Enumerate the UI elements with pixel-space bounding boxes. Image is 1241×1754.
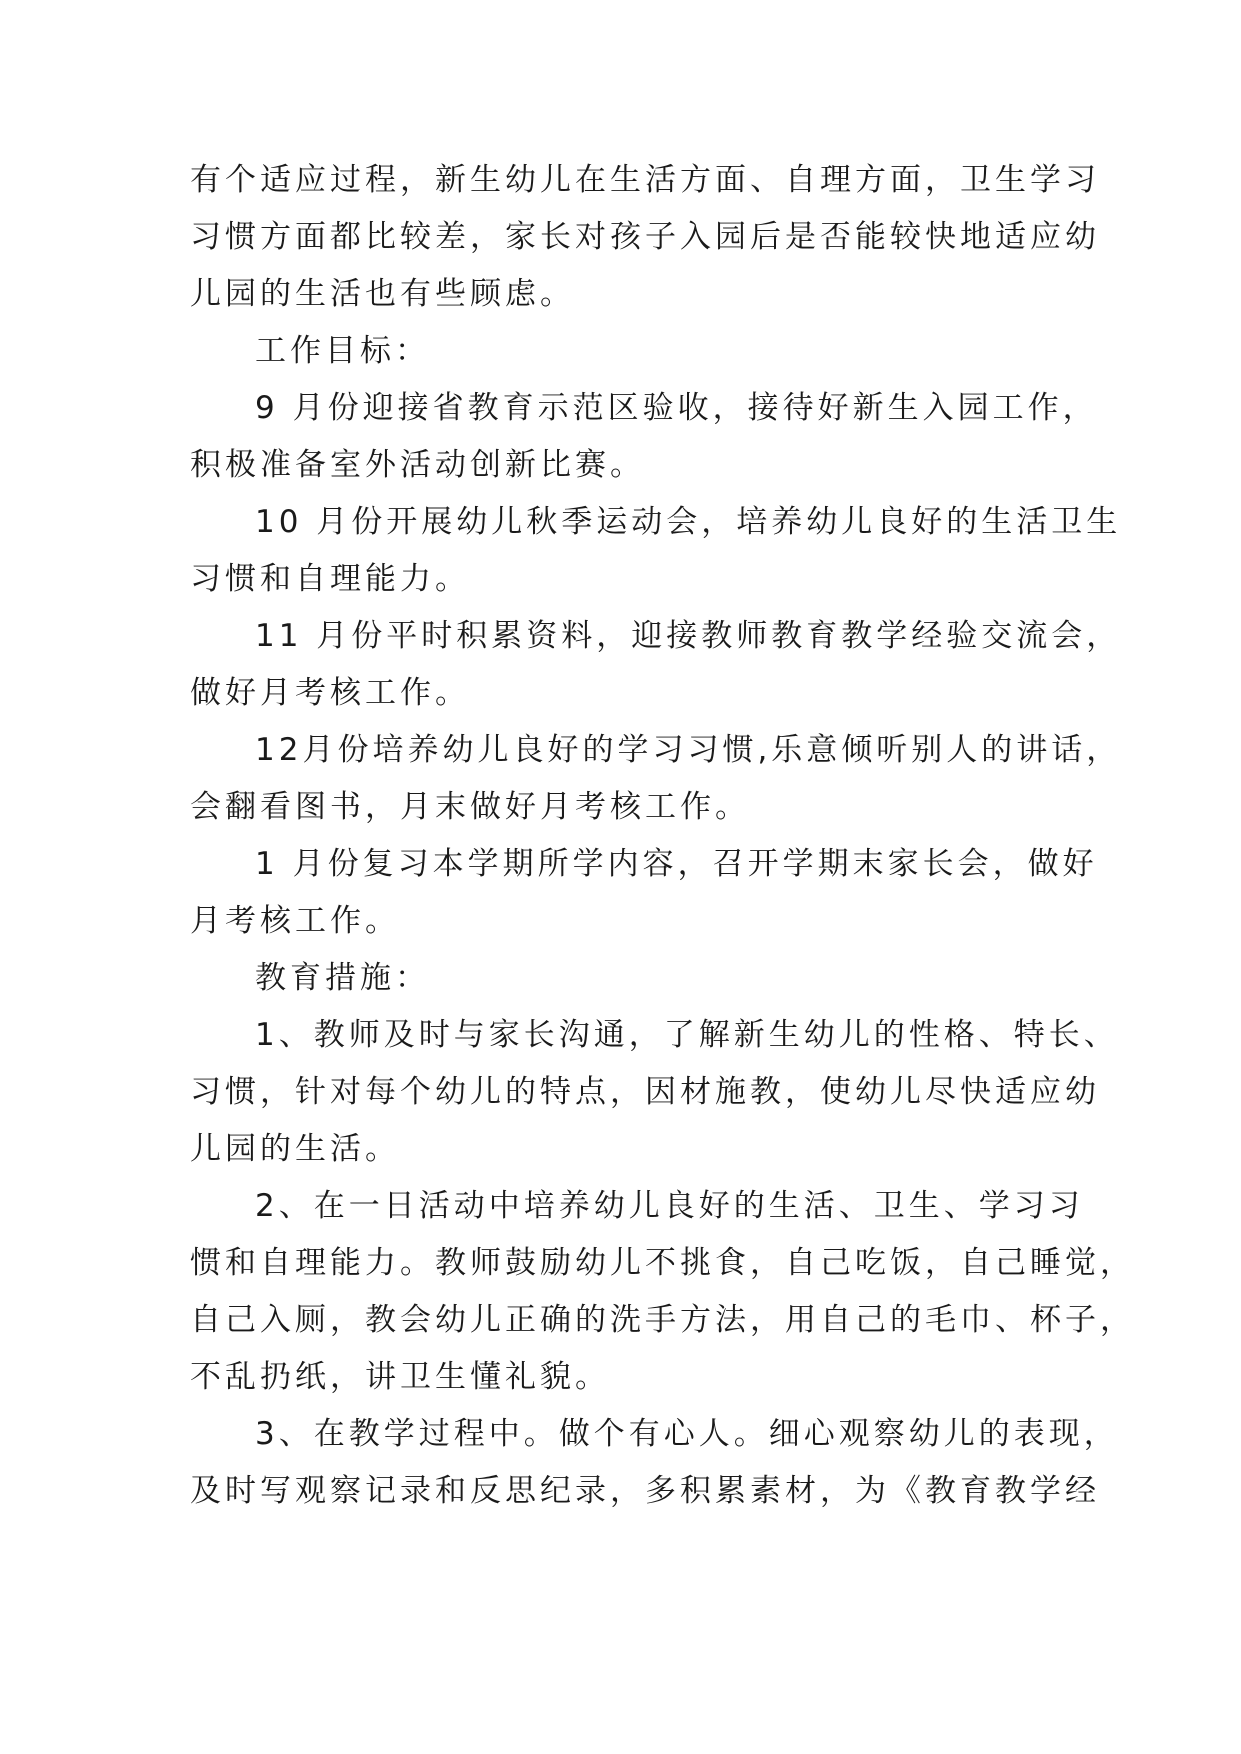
text-line: 儿园的生活也有些顾虑。 — [190, 276, 575, 312]
text-line: 12月份培养幼儿良好的学习习惯,乐意倾听别人的讲话， — [255, 732, 1122, 768]
section-heading: 工作目标： — [255, 333, 430, 369]
text-line: 惯和自理能力。教师鼓励幼儿不挑食，自己吃饭，自己睡觉， — [190, 1245, 1135, 1281]
text-line: 习惯和自理能力。 — [190, 561, 470, 597]
text-line: 3、在教学过程中。做个有心人。细心观察幼儿的表现， — [255, 1416, 1119, 1452]
text-line: 习惯，针对每个幼儿的特点，因材施教，使幼儿尽快适应幼 — [190, 1074, 1100, 1110]
text-line: 1 月份复习本学期所学内容，召开学期末家长会，做好 — [255, 846, 1098, 882]
text-line: 有个适应过程，新生幼儿在生活方面、自理方面，卫生学习 — [190, 162, 1100, 198]
text-line: 会翻看图书，月末做好月考核工作。 — [190, 789, 750, 825]
text-line: 自己入厕，教会幼儿正确的洗手方法，用自己的毛巾、杯子， — [190, 1302, 1135, 1338]
text-line: 做好月考核工作。 — [190, 675, 470, 711]
text-line: 及时写观察记录和反思纪录，多积累素材，为《教育教学经 — [190, 1473, 1100, 1509]
text-line: 月考核工作。 — [190, 903, 400, 939]
text-line: 习惯方面都比较差，家长对孩子入园后是否能较快地适应幼 — [190, 219, 1100, 255]
text-line: 1、教师及时与家长沟通，了解新生幼儿的性格、特长、 — [255, 1017, 1119, 1053]
text-line: 9 月份迎接省教育示范区验收，接待好新生入园工作， — [255, 390, 1098, 426]
text-line: 积极准备室外活动创新比赛。 — [190, 447, 645, 483]
section-heading: 教育措施： — [255, 960, 430, 996]
text-line: 10 月份开展幼儿秋季运动会，培养幼儿良好的生活卫生 — [255, 504, 1122, 540]
text-line: 11 月份平时积累资料，迎接教师教育教学经验交流会， — [255, 618, 1122, 654]
text-line: 2、在一日活动中培养幼儿良好的生活、卫生、学习习 — [255, 1188, 1084, 1224]
text-line: 儿园的生活。 — [190, 1131, 400, 1167]
text-line: 不乱扔纸，讲卫生懂礼貌。 — [190, 1359, 610, 1395]
